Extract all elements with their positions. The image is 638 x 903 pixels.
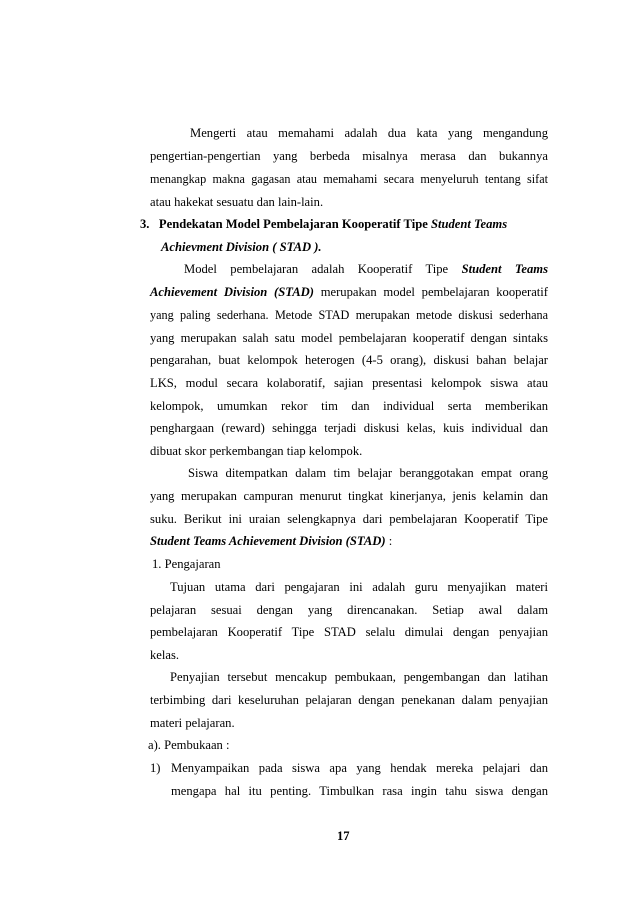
heading-italic: Student Teams [430, 217, 508, 231]
para2-line1-bold: Student Teams [461, 262, 548, 276]
sub-heading-pembukaan: a). Pembukaan : [148, 738, 230, 752]
para2-line5: pengarahan, buat kelompok heterogen (4-5 orang), diskusi bahan belajar [150, 353, 548, 367]
para2-line6: LKS, modul secara kolaboratif, sajian presentasi kelompok siswa atau [150, 376, 548, 390]
para2-line8: penghargaan (reward) sehingga terjadi diskusi kelas, kuis individual dan [150, 421, 548, 435]
para4-line3: pembelajaran Kooperatif Tipe STAD selalu dimulai dengan penyajian [150, 625, 548, 639]
numbered-item-line2: mengapa hal itu penting. Timbulkan rasa ingin tahu siswa dengan [171, 784, 548, 798]
heading-line2: Achievment Division ( STAD ). [161, 240, 322, 254]
para5-line2: terbimbing dari keseluruhan pelajaran dengan penekanan dalam penyajian [150, 693, 548, 707]
para3-line2: yang merupakan campuran menurut tingkat kinerjanya, jenis kelamin dan [150, 489, 548, 503]
para2-line9: dibuat skor perkembangan tiap kelompok. [150, 444, 363, 458]
para2-line2-bold: Achievement Division (STAD) [150, 285, 314, 299]
numbered-item-label: 1) [150, 761, 161, 775]
list-item-pengajaran: 1. Pengajaran [152, 557, 221, 571]
para3-line3: suku. Berikut ini uraian selengkapnya dari pembelajaran Kooperatif Tipe [150, 512, 548, 526]
para2-line1 [184, 262, 548, 276]
para2-line1-text: Model pembelajaran adalah Kooperatif Tipe [184, 262, 449, 276]
para3-line4-bold: Student Teams Achievement Division (STAD) [150, 534, 386, 548]
para5-line3: materi pelajaran. [150, 716, 235, 730]
para2-line2 [150, 285, 548, 299]
para3-line1: Siswa ditempatkan dalam tim belajar beranggotakan empat orang [188, 466, 548, 480]
section-heading [140, 217, 507, 231]
para4-line2: pelajaran sesuai dengan yang direncanakan. Setiap awal dalam [150, 603, 548, 617]
heading-number: 3. [140, 217, 150, 231]
para2-line3: yang paling sederhana. Metode STAD merupakan metode diskusi sederhana [150, 308, 548, 322]
para2-line4: yang merupakan salah satu model pembelajaran kooperatif dengan sintaks [150, 331, 548, 345]
para2-line2-text: merupakan model pembelajaran kooperatif [320, 285, 549, 299]
numbered-item-line1: Menyampaikan pada siswa apa yang hendak mereka pelajari dan [171, 761, 548, 775]
heading-text: Pendekatan Model Pembelajaran Kooperatif Tipe [158, 217, 428, 231]
para4-line4: kelas. [150, 648, 180, 662]
page-number: 17 [337, 829, 350, 843]
para1-line2: pengertian-pengertian yang berbeda misalnya merasa dan bukannya [150, 149, 548, 163]
para2-line7: kelompok, umumkan rekor tim dan individual serta memberikan [150, 399, 548, 413]
para1-line3: menangkap makna gagasan atau memahami secara menyeluruh tentang sifat [150, 172, 548, 186]
para3-line4 [150, 534, 392, 548]
para1-line1: Mengerti atau memahami adalah dua kata yang mengandung [190, 126, 548, 140]
para4-line1: Tujuan utama dari pengajaran ini adalah guru menyajikan materi [170, 580, 548, 594]
para3-line4-colon: : [388, 534, 393, 548]
para1-line4: atau hakekat sesuatu dan lain-lain. [150, 195, 324, 209]
para5-line1: Penyajian tersebut mencakup pembukaan, pengembangan dan latihan [170, 670, 548, 684]
